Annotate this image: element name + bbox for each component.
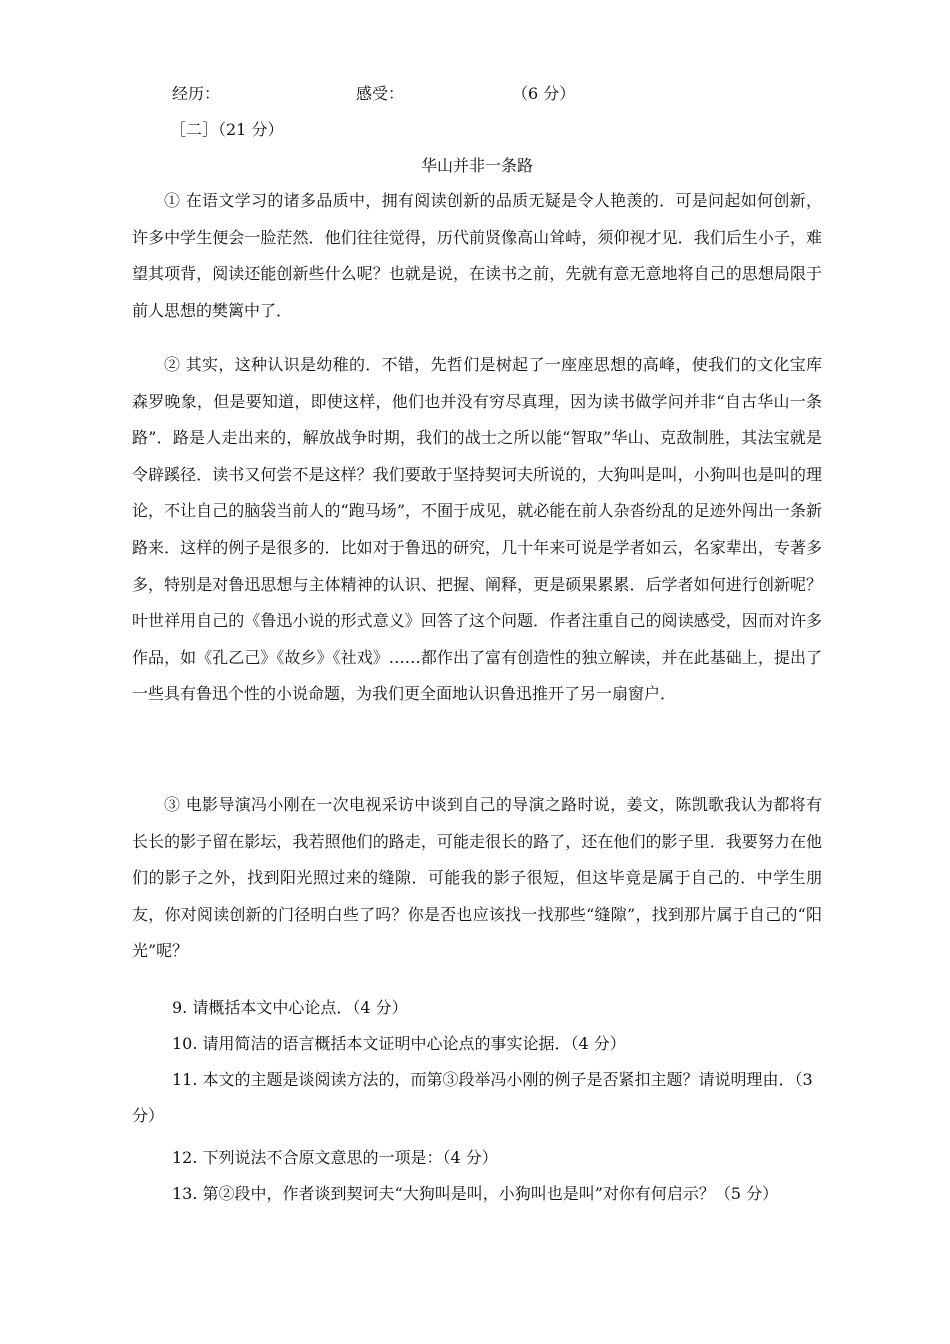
paragraph-3: ③ 电影导演冯小刚在一次电视采访中谈到自己的导演之路时说，姜文，陈凯歌我认为都将有长长的影子留在影坛，我若照他们的路走，可能走很长的路了，还在他们的影子里．我要努力在他们的影子之外，找到阳光照过来的缝隙．可能我的影子很短，但这毕竟是属于自己的．中学生朋友，你对阅读创新的门径明白些了吗？你是否也应该找一找那些“缝隙”，找到那片属于自己的“阳光”呢？ <box>132 795 822 961</box>
points-label: （6 分） <box>512 84 576 103</box>
experience-label: 经历： <box>172 84 221 103</box>
question-9: 9. 请概括本文中心论点．（4 分） <box>172 998 408 1017</box>
paragraph-2: ② 其实，这种认识是幼稚的．不错，先哲们是树起了一座座思想的高峰，使我们的文化宝库森罗晚象，但是要知道，即使这样，他们也并没有穷尽真理，因为读书做学问并非“自古华山一条路”．路是人走出来的，解放战争时期，我们的战士之所以能“智取”华山、克敌制胜，其法宝就是令辟蹊径．读书又何尝不是这样？我们要敢于坚持契诃夫所说的，大狗叫是叫，小狗叫也是叫的理论，不让自己的脑袋当前人的“跑马场”，不囿于成见，就必能在前人杂沓纷乱的足迹外闯出一条新路来．这样的例子是很多的．比如对于鲁迅的研究，几十年来可说是学者如云，名家辈出，专著多多，特别是对鲁迅思想与主体精神的认识、把握、阐释，更是硕果累累．后学者如何进行创新呢？叶世祥用自己的《鲁迅小说的形式意义》回答了这个问题．作者注重自己的阅读感受，因而对许多作品，如《孔乙己》《故乡》《社戏》……都作出了富有创造性的独立解读，并在此基础上，提出了一些具有鲁迅个性的小说命题，为我们更全面地认识鲁迅推开了另一扇窗户． <box>132 355 822 704</box>
question-13: 13. 第②段中，作者谈到契诃夫“大狗叫是叫，小狗叫也是叫”对你有何启示？（5 分） <box>172 1184 779 1203</box>
article-title: 华山并非一条路 <box>420 156 533 175</box>
question-11: 11. 本文的主题是谈阅读方法的，而第③段举冯小刚的例子是否紧扣主题？请说明理由．（3 分） <box>132 1070 813 1125</box>
section-heading: ［二］（21 分） <box>170 120 284 139</box>
question-10: 10. 请用简洁的语言概括本文证明中心论点的事实论据．（4 分） <box>172 1034 626 1053</box>
feeling-label: 感受： <box>356 84 405 103</box>
paragraph-1: ① 在语文学习的诸多品质中，拥有阅读创新的品质无疑是令人艳羡的．可是问起如何创新，许多中学生便会一脸茫然．他们往往觉得，历代前贤像高山耸峙，须仰视才见．我们后生小子，难望其项背，阅读还能创新些什么呢？也就是说，在读书之前，先就有意无意地将自己的思想局限于前人思想的樊篱中了． <box>132 191 822 320</box>
question-12: 12. 下列说法不合原文意思的一项是：（4 分） <box>172 1148 498 1167</box>
